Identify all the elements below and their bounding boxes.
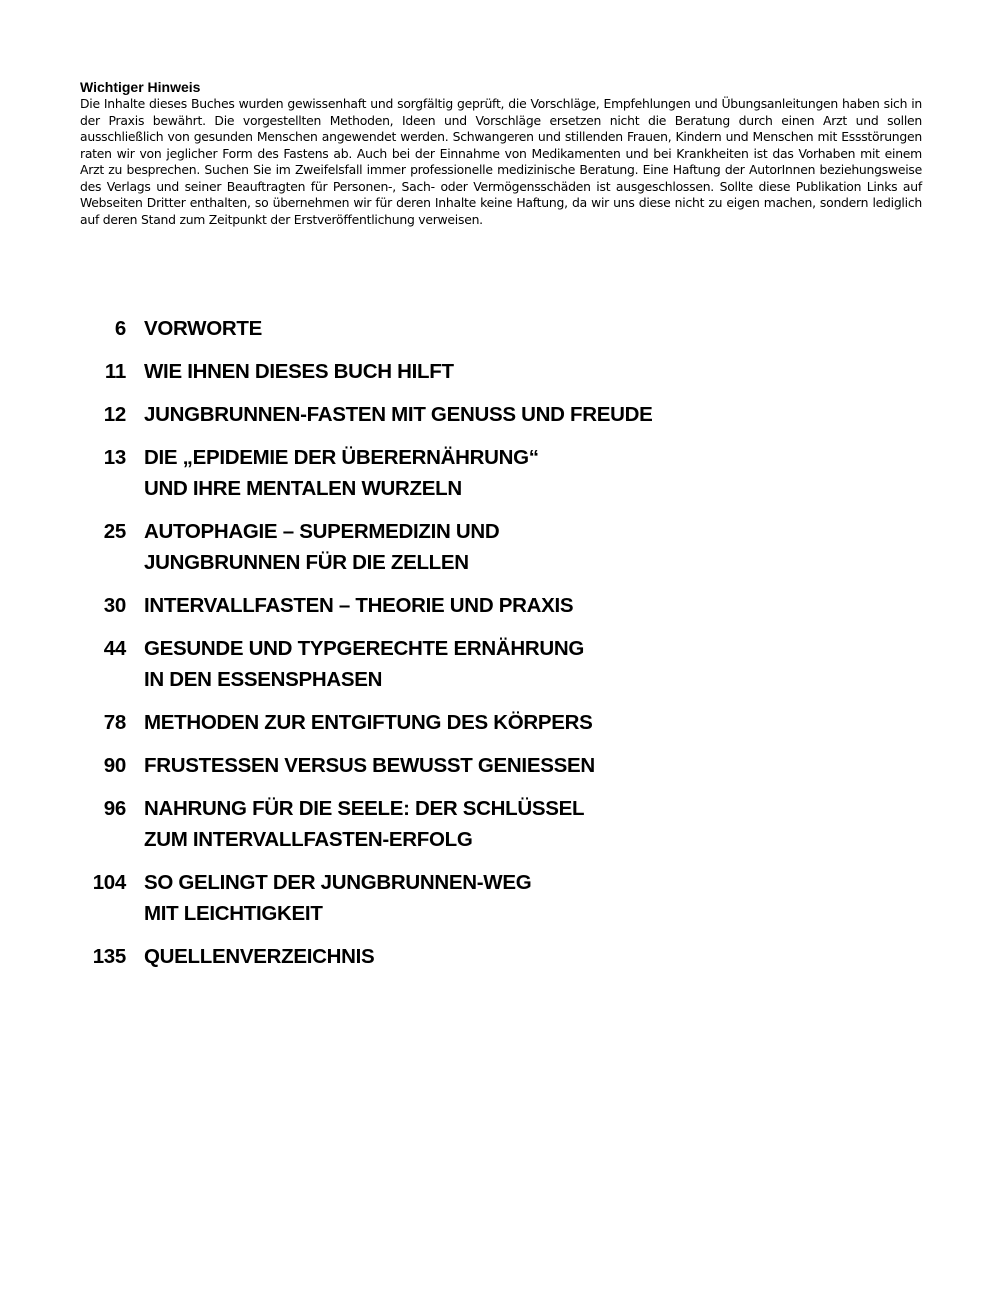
toc-page-number: 6 [114,317,126,340]
toc-chapter-title: JUNGBRUNNEN-FASTEN MIT GENUSS UND FREUDE [144,403,653,426]
toc-chapter-title: NAHRUNG FÜR DIE SEELE: DER SCHLÜSSEL ZUM INTERVALLFASTEN-ERFOLG [144,797,585,851]
toc-page-number: 12 [103,403,126,426]
toc-page-number: 104 [92,871,126,894]
toc-entry [80,750,780,781]
toc-page-number: 78 [103,711,126,734]
toc-page-number: 30 [103,594,126,617]
toc-chapter-title: WIE IHNEN DIESES BUCH HILFT [144,360,454,383]
toc-entry [80,707,780,738]
toc-chapter-title: AUTOPHAGIE – SUPERMEDIZIN UND JUNGBRUNNEN FÜR DIE ZELLEN [144,520,500,574]
toc-chapter-title: METHODEN ZUR ENTGIFTUNG DES KÖRPERS [144,711,593,734]
toc-entry [80,867,780,929]
toc-entry [80,793,780,855]
notice-body: Die Inhalte dieses Buches wurden gewissenhaft und sorgfältig geprüft, die Vorschläge, Empfehlungen und Übungsanleitungen haben sich in der Praxis bewährt. Die vorgestellten Methoden, Ideen und Vorschläge ersetzen nicht die Beratung durch einen Arzt und sollen ausschließlich von gesunden Menschen angewendet werden. Schwangeren und stillenden Frauen, Kindern und Menschen mit Essstörungen raten wir von jeglicher Form des Fastens ab. Auch bei der Einnahme von Medikamenten und bei Krankheiten ist das Vorhaben mit einem Arzt zu besprechen. Suchen Sie im Zweifelsfall immer professionelle medizinische Beratung. Eine Haftung der AutorInnen beziehungsweise des Verlags und seiner Beauftragten für Personen-, Sach- oder Vermögensschäden ist ausgeschlossen. Sollte diese Publikation Links auf Webseiten Dritter enthalten, so übernehmen wir für deren Inhalte keine Haftung, da wir uns diese nicht zu eigen machen, sondern lediglich auf deren Stand zum Zeitpunkt der Erstveröffentlichung verweisen. [80,96,922,227]
toc-chapter-title: INTERVALLFASTEN – THEORIE UND PRAXIS [144,594,574,617]
toc-entry [80,941,780,972]
toc-chapter-title: GESUNDE UND TYPGERECHTE ERNÄHRUNG IN DEN ESSENSPHASEN [144,637,584,691]
toc-page-number: 90 [103,754,126,777]
toc-entry [80,356,780,387]
toc-chapter-title: QUELLENVERZEICHNIS [144,945,375,968]
table-of-contents [80,313,780,984]
toc-chapter-title: FRUSTESSEN VERSUS BEWUSST GENIESSEN [144,754,595,777]
toc-entry [80,516,780,578]
toc-page-number: 135 [92,945,126,968]
toc-page-number: 96 [103,797,126,820]
toc-page-number: 11 [104,360,126,383]
legal-notice [80,79,922,228]
toc-entry [80,399,780,430]
toc-page-number: 25 [103,520,126,543]
toc-chapter-title: SO GELINGT DER JUNGBRUNNEN-WEG MIT LEICHTIGKEIT [144,871,532,925]
toc-entry [80,590,780,621]
toc-chapter-title: VORWORTE [144,317,262,340]
toc-entry [80,442,780,504]
toc-entry [80,313,780,344]
toc-entry [80,633,780,695]
notice-title: Wichtiger Hinweis [80,79,201,95]
toc-page-number: 13 [103,446,126,469]
toc-chapter-title: DIE „EPIDEMIE DER ÜBERERNÄHRUNG“ UND IHRE MENTALEN WURZELN [144,446,539,500]
toc-page-number: 44 [103,637,126,660]
